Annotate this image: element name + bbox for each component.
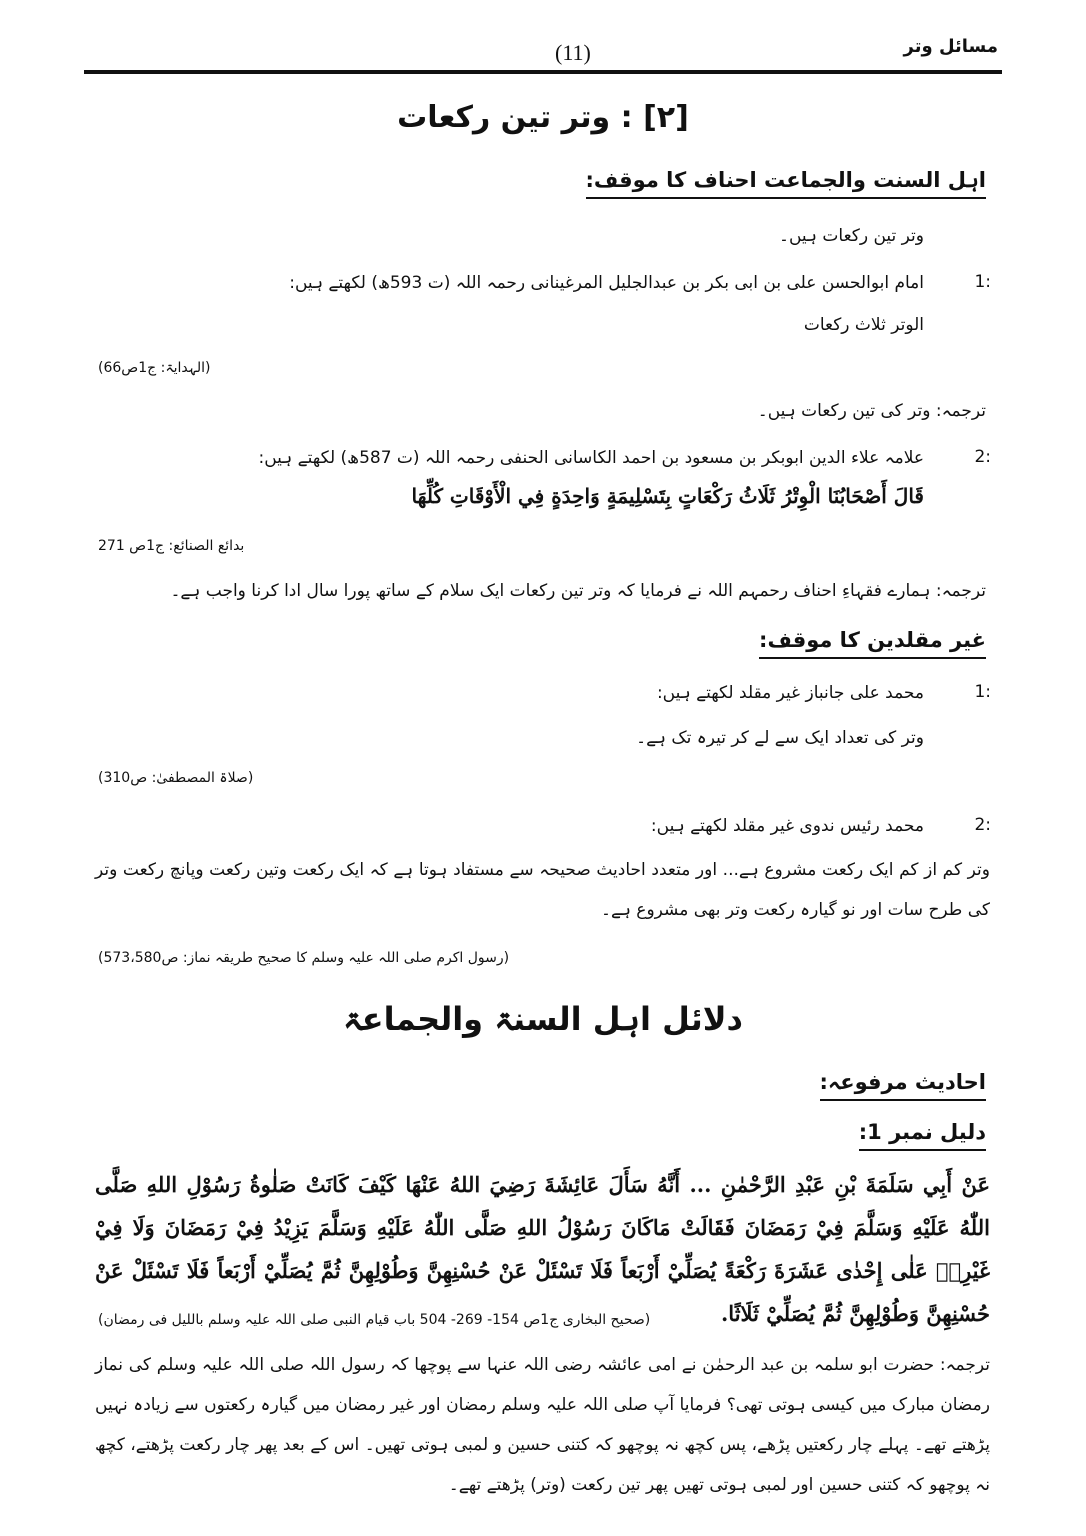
item-text: امام ابوالحسن علی بن ابی بکر بن عبدالجلیل المرغینانی رحمہ اللہ (ت 593ھ) لکھتے ہیں: xyxy=(289,273,924,293)
reference: بدائع الصنائع: ج1ص 271 xyxy=(98,538,245,554)
dalail-title: دلائل اہل السنۃ والجماعۃ xyxy=(343,1000,743,1038)
daleel-heading: دلیل نمبر 1: xyxy=(859,1120,986,1151)
item-number: 2: xyxy=(974,447,991,467)
item-number: 1: xyxy=(974,272,991,292)
section-heading-ahnaf: اہل السنت والجماعت احناف کا موقف: xyxy=(586,168,986,199)
item-number: 2: xyxy=(974,815,991,835)
book-title: مسائل وتر xyxy=(903,36,998,57)
reference: (صلاۃ المصطفیٰ: ص310) xyxy=(98,770,254,786)
reference: (صحیح البخاری ج1ص 154- 269- 504 باب قیام النبی صلی اللہ علیہ وسلم باللیل فی رمضان) xyxy=(98,1312,651,1328)
reference: (الہدایۃ: ج1ص66) xyxy=(98,360,211,376)
section-heading-ahadith: احادیث مرفوعہ: xyxy=(820,1070,986,1101)
translation: ترجمہ: وتر کی تین رکعات ہیں۔ xyxy=(757,401,986,421)
item-quote: الوتر ثلاث رکعات xyxy=(803,315,924,335)
intro-line: وتر تین رکعات ہیں۔ xyxy=(778,226,924,246)
hadith-translation: ترجمہ: حضرت ابو سلمہ بن عبد الرحمٰن نے امی عائشہ رضی اللہ عنہا سے پوچھا کہ رسول اللہ صلی اللہ علیہ وسلم کی نماز رمضان مبارک میں کیسی ہوتی تھی؟ فرمایا آپ صلی اللہ علیہ وسلم رمضان اور غیر رمضان میں گیارہ رکعتوں سے زیادہ نہیں پڑھتے تھے۔ پہلے چار رکعتیں پڑھے، پس کچھ نہ پوچھو کہ کتنی حسین و لمبی ہوتی تھیں۔ اس کے بعد پھر چار رکعت پڑھتے، کچھ نہ پوچھو کہ کتنی حسین اور لمبی ہوتی تھیں پھر تین رکعت (وتر) پڑھتے تھے۔ xyxy=(95,1355,990,1495)
item-quote: وتر کی تعداد ایک سے لے کر تیرہ تک ہے۔ xyxy=(636,728,924,748)
item-quote-paragraph: وتر کم از کم ایک رکعت مشروع ہے... اور متعدد احادیث صحیحہ سے مستفاد ہوتا ہے کہ ایک رکعت وتین رکعت وپانچ رکعت وتر کی طرح سات اور نو گیارہ رکعت وتر بھی مشروع ہے۔ xyxy=(95,860,990,920)
reference: (رسول اکرم صلی اللہ علیہ وسلم کا صحیح طریقہ نماز: ص573،580) xyxy=(98,950,510,966)
item-number: 1: xyxy=(974,682,991,702)
arabic-quote: قَالَ أَصْحَابُنَا الْوِتْرُ ثَلَاثُ رَكْعَاتٍ بِتَسْلِيمَةٍ وَاحِدَةٍ فِي الْأَوْقَاتِ كُلِّهَا xyxy=(411,484,924,508)
chapter-title: [۲] : وتر تین رکعات xyxy=(397,100,689,135)
header-rule xyxy=(84,70,1002,74)
translation: ترجمہ: ہمارے فقہاءِ احناف رحمہم اللہ نے فرمایا کہ وتر تین رکعات ایک سلام کے ساتھ پورا سال ادا کرنا واجب ہے۔ xyxy=(170,581,986,601)
hadith-text: عَنْ أَبِي سَلَمَةَ بْنِ عَبْدِ الرَّحْمٰنِ ... أَنَّهُ سَأَلَ عَائِشَةَ رَضِيَ اللهُ عَنْهَا كَيْفَ كَانَتْ صَلٰوةُ رَسُوْلِ اللهِ صَلَّى اللّٰهُ عَلَيْهِ وَسَلَّمَ فِيْ رَمَضَانَ فَقَالَتْ مَاكَانَ رَسُوْلُ اللهِ صَلَّى اللّٰهُ عَلَيْهِ وَسَلَّمَ يَزِيْدُ فِيْ رَمَضَانَ وَلَا فِيْ غَيْرِهٖ عَلٰى إِحْدٰى عَشَرَةَ رَكْعَةً يُصَلِّيْ أَرْبَعاً فَلَا تَسْئَلْ عَنْ حُسْنِهِنَّ وَطُوْلِهِنَّ ثُمَّ يُصَلِّيْ أَرْبَعاً فَلَا تَسْئَلْ عَنْ حُسْنِهِنَّ وَطُوْلِهِنَّ ثُمَّ يُصَلِّيْ ثَلَاثًا. xyxy=(95,1172,990,1326)
section-heading-ghair-muqallideen: غیر مقلدین کا موقف: xyxy=(759,628,986,659)
item-text: محمد علی جانباز غیر مقلد لکھتے ہیں: xyxy=(656,683,924,703)
item-text: محمد رئیس ندوی غیر مقلد لکھتے ہیں: xyxy=(650,816,924,836)
page-number: (11) xyxy=(555,40,591,65)
item-text: علامہ علاء الدین ابوبکر بن مسعود بن احمد الکاسانی الحنفی رحمہ اللہ (ت 587ھ) لکھتے ہیں: xyxy=(258,448,924,468)
